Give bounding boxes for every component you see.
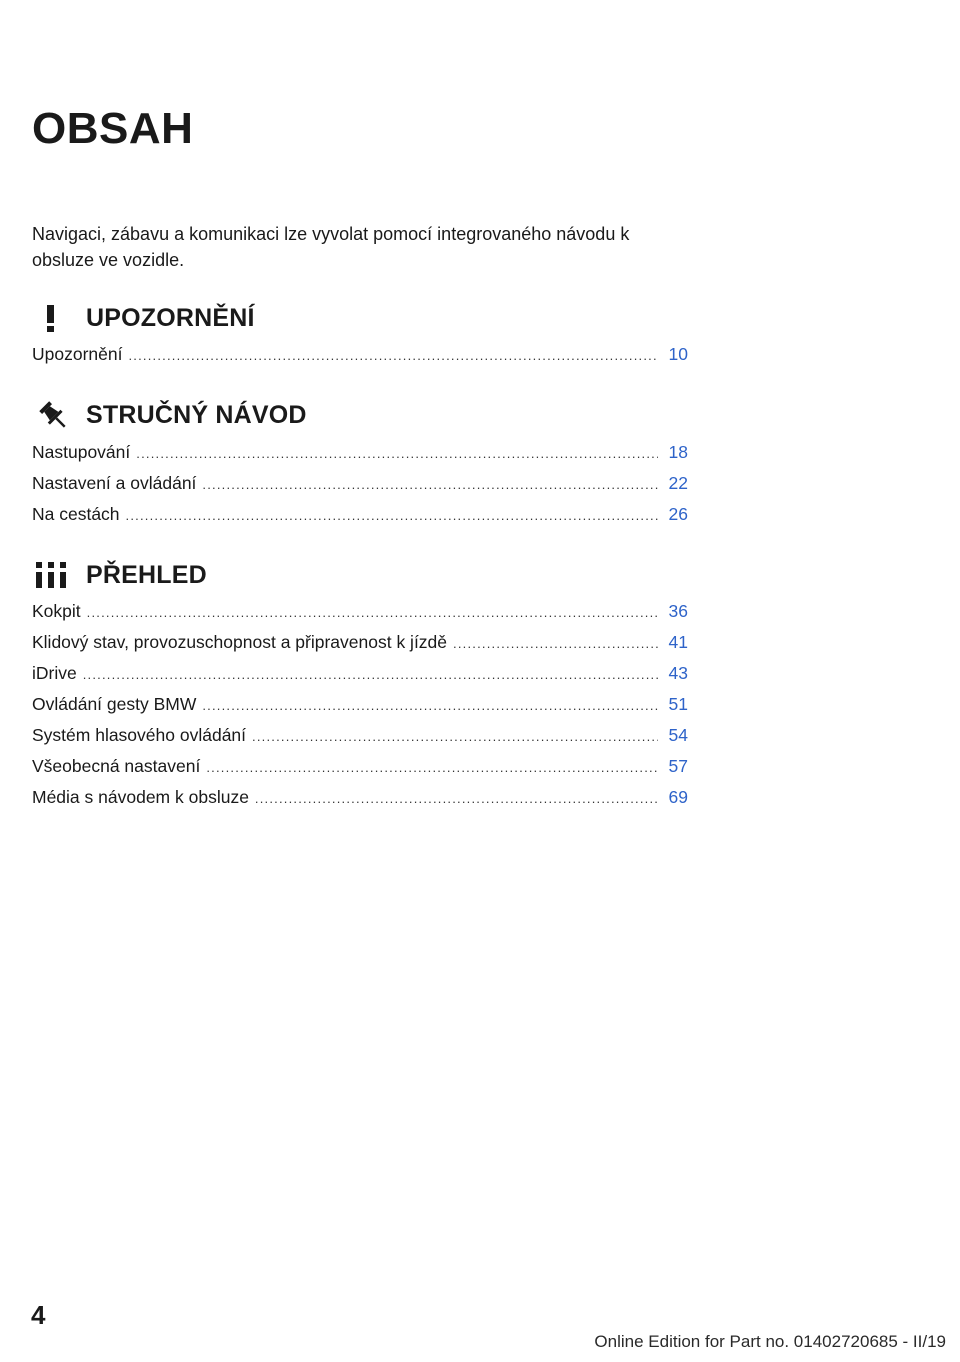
exclamation-icon: [32, 301, 70, 335]
toc-entry-page[interactable]: 69: [668, 787, 688, 807]
leader-dots: [136, 441, 658, 467]
toc-entry-page[interactable]: 57: [668, 756, 688, 776]
toc-entry-label: Nastupování: [32, 442, 131, 462]
toc-entry-page[interactable]: 41: [668, 632, 688, 652]
leader-dots: [87, 600, 658, 626]
section-title: PŘEHLED: [86, 560, 207, 589]
toc-entry-label: Systém hlasového ovládání: [32, 725, 247, 745]
section-title: UPOZORNĚNÍ: [86, 303, 255, 332]
toc-entry[interactable]: [32, 501, 688, 527]
toc-entry-label: Na cestách: [32, 504, 120, 524]
toc-entry[interactable]: [32, 439, 688, 465]
toc-entry[interactable]: [32, 598, 688, 624]
toc-entry[interactable]: [32, 660, 688, 686]
toc-entry-page[interactable]: 36: [668, 601, 688, 621]
toc-entry-label: Klidový stav, provozuschopnost a připravenost k jízdě: [32, 632, 448, 652]
leader-dots: [128, 343, 658, 369]
toc-entry[interactable]: [32, 629, 688, 655]
toc-entry[interactable]: [32, 784, 688, 810]
leader-dots: [252, 724, 658, 750]
toc-entry-label: Média s návodem k obsluze: [32, 787, 249, 807]
toc-entry[interactable]: [32, 691, 688, 717]
page-number: 4: [31, 1300, 46, 1330]
toc-entry-page[interactable]: 22: [668, 473, 688, 493]
toc-entry-page[interactable]: 51: [668, 694, 688, 714]
page-title: OBSAH: [32, 104, 194, 153]
section-title: STRUČNÝ NÁVOD: [86, 400, 307, 429]
leader-dots: [83, 662, 658, 688]
section-header-overview: [32, 557, 207, 593]
toc-entry-label: Všeobecná nastavení: [32, 756, 201, 776]
leader-dots: [255, 786, 658, 812]
toc-entry-label: Ovládání gesty BMW: [32, 694, 197, 714]
toc-entry-page[interactable]: 26: [668, 504, 688, 524]
leader-dots: [453, 631, 658, 657]
toc-entry-label: Upozornění: [32, 344, 123, 364]
section-header-warnings: [32, 300, 255, 336]
footer-edition: Online Edition for Part no. 01402720685 - II/19: [594, 1332, 946, 1351]
toc-entry-page[interactable]: 54: [668, 725, 688, 745]
toc-entry[interactable]: [32, 470, 688, 496]
toc-entry[interactable]: [32, 753, 688, 779]
toc-entry[interactable]: [32, 341, 688, 367]
toc-entry-label: Kokpit: [32, 601, 81, 621]
pin-icon: [32, 398, 70, 432]
leader-dots: [202, 693, 658, 719]
toc-entry[interactable]: [32, 722, 688, 748]
grid-icon: [32, 558, 70, 592]
section-header-quick-guide: [32, 397, 307, 433]
leader-dots: [206, 755, 658, 781]
toc-entry-page[interactable]: 43: [668, 663, 688, 683]
toc-entry-page[interactable]: 18: [668, 442, 688, 462]
leader-dots: [126, 503, 658, 529]
leader-dots: [202, 472, 658, 498]
intro-text: Navigaci, zábavu a komunikaci lze vyvolat pomocí integrovaného návodu k obsluze ve vozidle.: [32, 224, 630, 270]
toc-entry-label: Nastavení a ovládání: [32, 473, 197, 493]
toc-entry-label: iDrive: [32, 663, 77, 683]
toc-entry-page[interactable]: 10: [668, 344, 688, 364]
